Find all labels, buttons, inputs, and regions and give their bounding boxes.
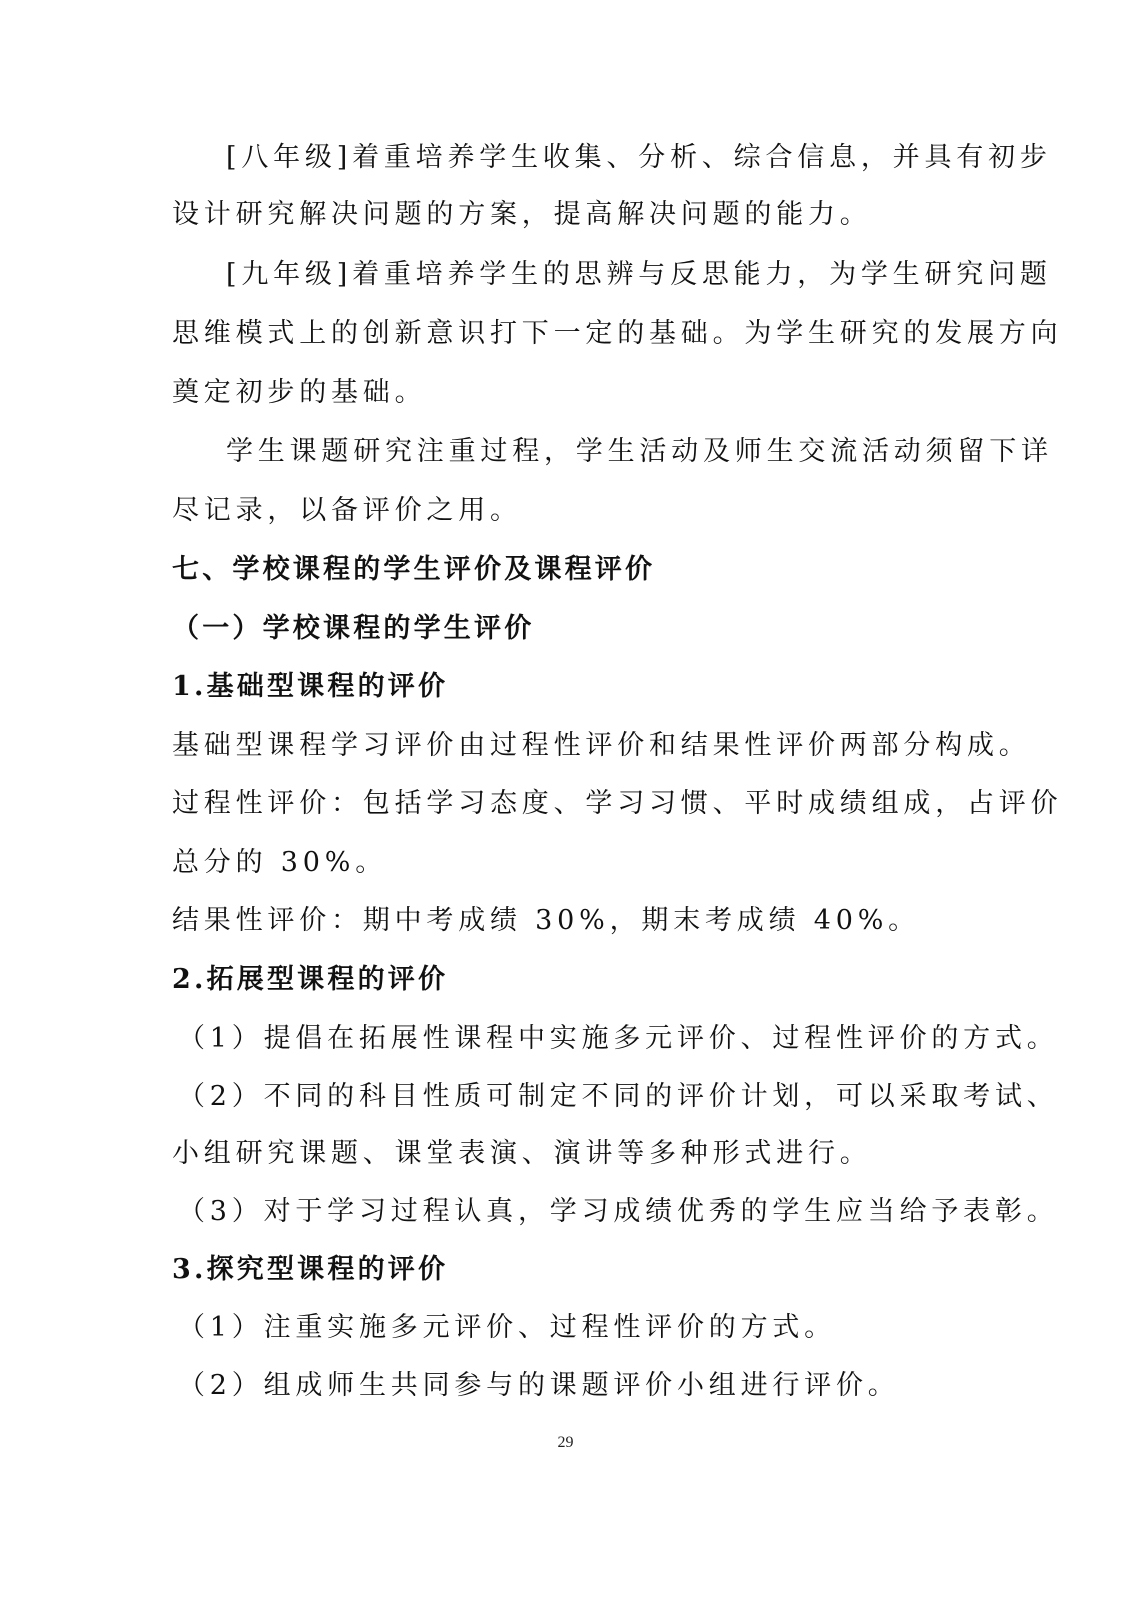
subsection-1-heading: （一）学校课程的学生评价 — [172, 613, 535, 644]
record-paragraph-line-1: 学生课题研究注重过程，学生活动及师生交流活动须留下详 — [226, 436, 1053, 467]
page-number: 29 — [557, 1434, 574, 1451]
process-evaluation-line-2: 总分的 30%。 — [172, 847, 387, 878]
inquiry-item-2: （2）组成师生共同参与的课题评价小组进行评价。 — [178, 1370, 900, 1401]
grade9-paragraph-line-2: 思维模式上的创新意识打下一定的基础。为学生研究的发展方向 — [172, 318, 1063, 349]
extended-item-1: （1）提倡在拓展性课程中实施多元评价、过程性评价的方式。 — [178, 1023, 1059, 1054]
record-paragraph-line-2: 尽记录，以备评价之用。 — [172, 495, 522, 526]
extended-item-2-line-2: 小组研究课题、课堂表演、演讲等多种形式进行。 — [172, 1138, 872, 1169]
section-7-heading: 七、学校课程的学生评价及课程评价 — [172, 554, 656, 585]
inquiry-course-heading: 3.探究型课程的评价 — [172, 1254, 449, 1285]
basic-course-heading: 1.基础型课程的评价 — [172, 671, 449, 702]
inquiry-item-1: （1）注重实施多元评价、过程性评价的方式。 — [178, 1312, 836, 1343]
extended-item-3: （3）对于学习过程认真，学习成绩优秀的学生应当给予表彰。 — [178, 1196, 1059, 1227]
result-evaluation: 结果性评价：期中考成绩 30%，期末考成绩 40%。 — [172, 905, 920, 936]
grade9-paragraph-line-1: [九年级]着重培养学生的思辨与反思能力，为学生研究问题 — [226, 259, 1052, 290]
extended-item-2-line-1: （2）不同的科目性质可制定不同的评价计划，可以采取考试、 — [178, 1081, 1059, 1112]
process-evaluation-line-1: 过程性评价：包括学习态度、学习习惯、平时成绩组成，占评价 — [172, 788, 1063, 819]
grade8-paragraph-line-2: 设计研究解决问题的方案，提高解决问题的能力。 — [172, 199, 872, 230]
grade8-paragraph-line-1: [八年级]着重培养学生收集、分析、综合信息，并具有初步 — [226, 142, 1052, 173]
basic-course-intro: 基础型课程学习评价由过程性评价和结果性评价两部分构成。 — [172, 730, 1031, 761]
grade9-paragraph-line-3: 奠定初步的基础。 — [172, 377, 427, 408]
extended-course-heading: 2.拓展型课程的评价 — [172, 964, 449, 995]
